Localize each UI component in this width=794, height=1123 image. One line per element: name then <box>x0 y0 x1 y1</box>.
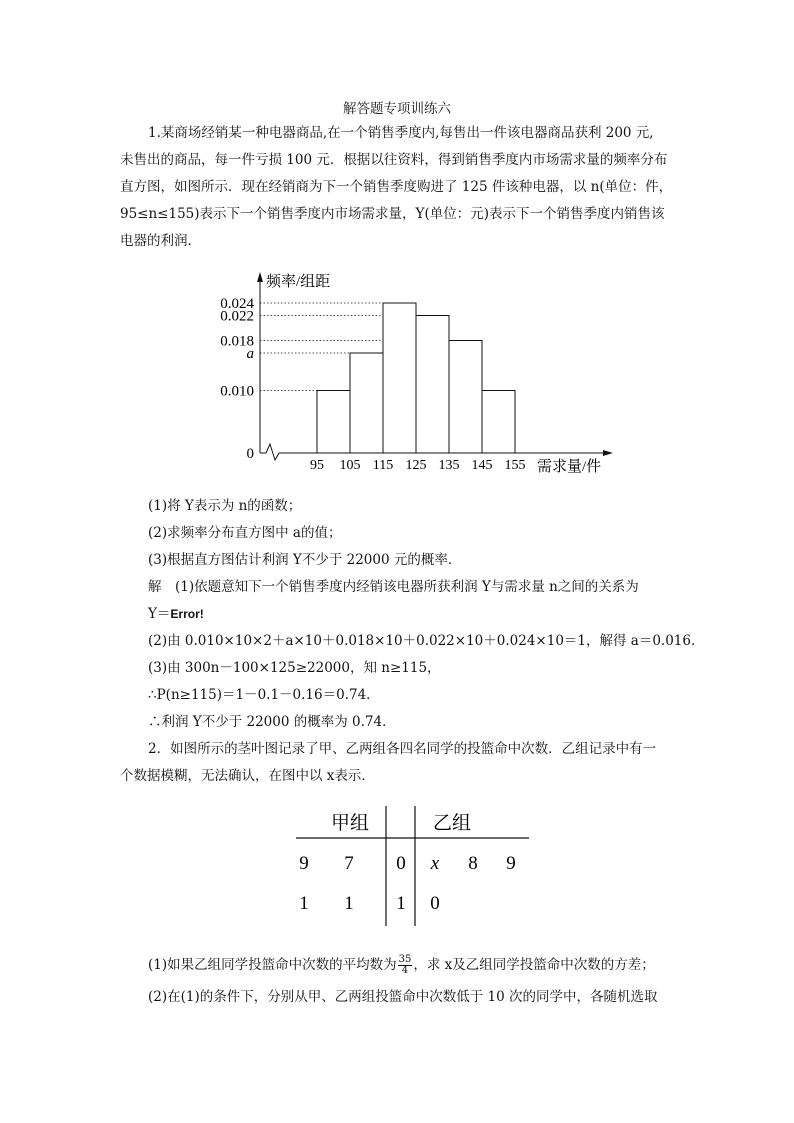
leaf-right: 0 <box>430 893 440 914</box>
histogram-bar <box>317 391 350 454</box>
q1-sub-3: (3)根据直方图估计利润 Y不少于 22000 元的概率． <box>148 552 462 568</box>
q2-line-1: 2．如图所示的茎叶图记录了甲、乙两组各四名同学的投篮命中次数．乙组记录中有一 <box>148 741 657 757</box>
leaf-right: x <box>430 853 440 874</box>
q2-sub-2: (2)在(1)的条件下，分别从甲、乙两组投篮命中次数低于 10 次的同学中，各随机选取 <box>148 989 658 1005</box>
leaf-right: 9 <box>506 853 516 874</box>
x-tick-label: 125 <box>405 458 427 473</box>
x-tick-label: 155 <box>504 458 526 473</box>
histogram-bar <box>482 391 515 454</box>
leaf-left: 1 <box>344 893 354 914</box>
y-axis-label: 频率/组距 <box>266 274 331 290</box>
x-axis-arrow <box>603 450 613 456</box>
histogram-bar <box>383 303 416 453</box>
y-tick-label: 0.022 <box>220 308 254 325</box>
q2-sub1-pre: (1)如果乙组同学投篮命中次数的平均数为 <box>148 957 397 973</box>
solution-line-1: 解 (1)依题意知下一个销售季度内经销该电器所获利润 Y与需求量 n之间的关系为 <box>148 579 639 595</box>
x-tick-label: 135 <box>438 458 460 473</box>
fraction-numerator: 35 <box>398 954 412 965</box>
x-tick-label: 95 <box>310 458 324 473</box>
q1-line-3: 直方图，如图所示．现在经销商为下一个销售季度购进了 125 件该种电器，以 n(单位：件， <box>120 179 673 195</box>
q1-line-1: 1.某商场经销某一种电器商品,在一个销售季度内,每售出一件该电器商品获利 200 元, <box>148 125 654 141</box>
q2-sub-1 <box>148 952 655 978</box>
x-tick-label: 105 <box>339 458 361 473</box>
q2-line-2: 个数据模糊，无法确认，在图中以 x表示． <box>120 768 375 784</box>
leaf-left: 7 <box>344 853 354 874</box>
leaf-right: 8 <box>468 853 478 874</box>
y-axis-arrow <box>257 272 263 282</box>
q1-line-4: 95≤n≤155)表示下一个销售季度内市场需求量，Y(单位：元)表示下一个销售季度内销售该 <box>120 206 665 222</box>
solution-line-5: ∴P(n≥115)＝1－0.1－0.16＝0.74． <box>148 687 380 703</box>
q1-sub-1: (1)将 Y表示为 n的函数； <box>148 498 302 514</box>
stem: 0 <box>396 853 406 874</box>
stem: 1 <box>396 893 406 914</box>
q1-line-5: 电器的利润． <box>120 233 201 249</box>
y-tick-label: 0.024 <box>220 296 254 312</box>
x-axis-label: 需求量/件 <box>537 459 602 475</box>
header-jia: 甲组 <box>330 813 370 834</box>
solution-line-4: (3)由 300n－100×125≥22000，知 n≥115， <box>148 660 441 676</box>
solution-y-eq: Y＝ <box>148 606 171 622</box>
q1-line-2: 未售出的商品，每一件亏损 100 元．根据以往资料，得到销售季度内市场需求量的频率分布 <box>120 152 668 168</box>
error-text: Error! <box>170 607 204 621</box>
histogram-bar <box>350 353 383 453</box>
q2-sub1-post: ，求 x及乙组同学投篮命中次数的方差； <box>413 957 655 973</box>
stem-leaf-plot <box>284 796 534 930</box>
histogram-bar <box>449 341 482 454</box>
y-tick-label: 0.018 <box>220 333 254 350</box>
header-yi: 乙组 <box>432 813 472 834</box>
fraction <box>398 955 413 976</box>
y-tick-label: 0 <box>246 446 254 462</box>
x-tick-label: 115 <box>372 458 394 473</box>
y-tick-label: 0.010 <box>220 383 254 400</box>
solution-line-6: ∴利润 Y不少于 22000 的概率为 0.74． <box>148 714 396 730</box>
q1-sub-2: (2)求频率分布直方图中 a的值； <box>148 525 342 541</box>
histogram-chart <box>200 258 620 480</box>
solution-line-2 <box>148 605 204 623</box>
histogram-bar <box>416 316 449 454</box>
fraction-denominator: 4 <box>401 965 409 976</box>
page-title: 解答题专项训练六 <box>343 101 451 117</box>
solution-line-3: (2)由 0.010×10×2＋a×10＋0.018×10＋0.022×10＋0.024×10＝1，解得 a＝0.016． <box>148 633 705 649</box>
leaf-left: 1 <box>299 893 309 914</box>
leaf-left: 9 <box>299 853 309 874</box>
y-tick-label: a <box>246 346 254 362</box>
x-tick-label: 145 <box>471 458 493 473</box>
